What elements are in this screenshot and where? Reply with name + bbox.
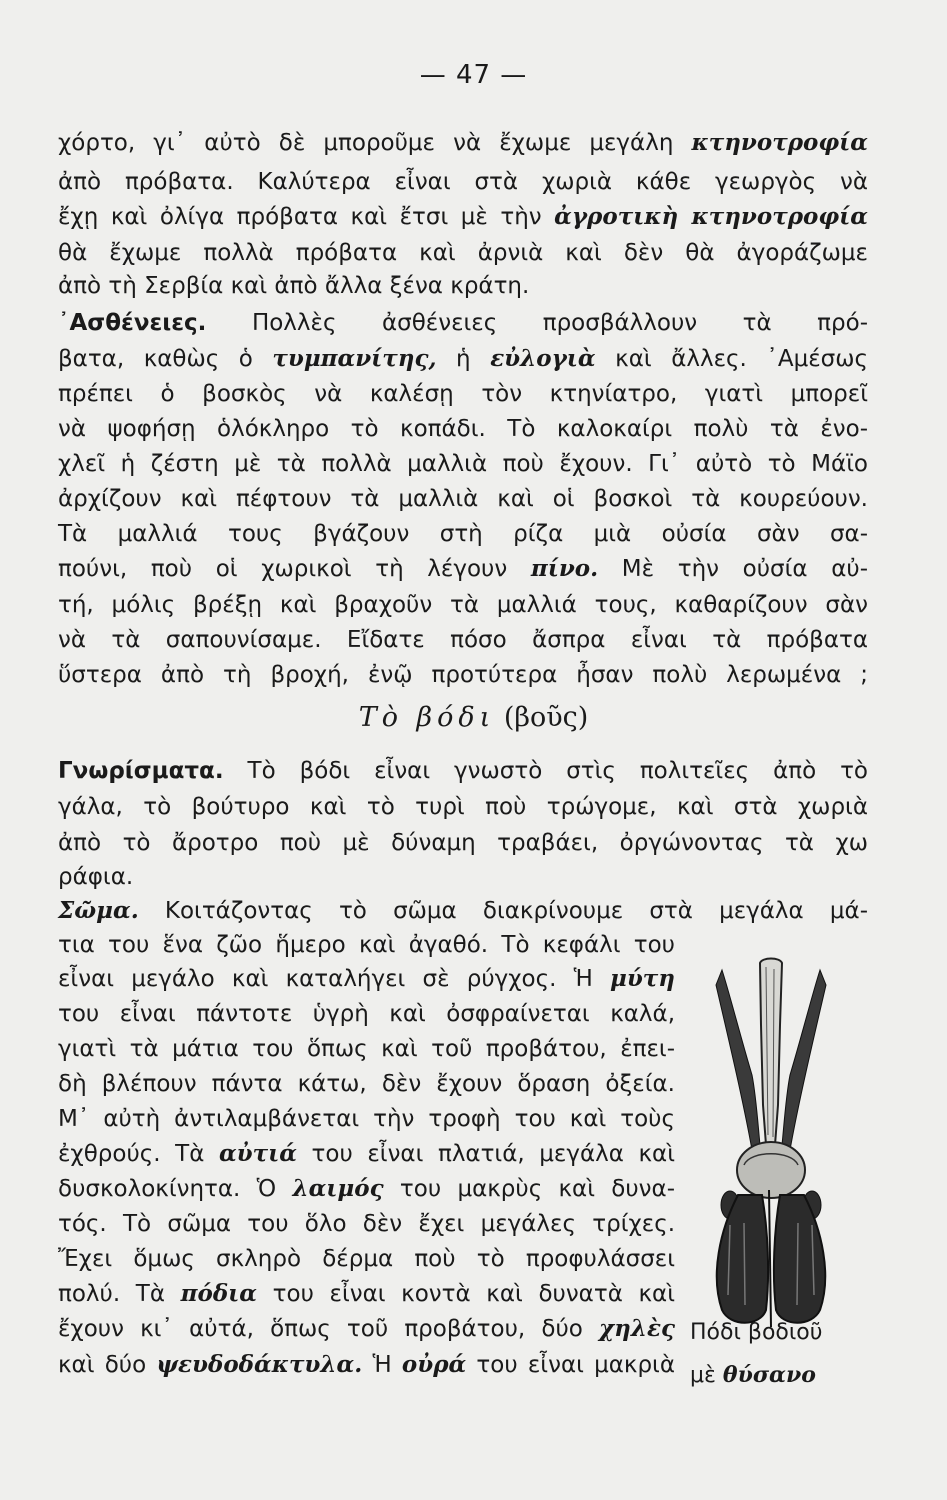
- text-run: πολύ. Τὰ: [58, 1281, 181, 1307]
- text-run: χλεῖ ἡ ζέστη μὲ τὰ πολλὰ μαλλιὰ ποὺ ἔχουν. Γι᾿ αὐτὸ τὸ Μάϊο: [58, 451, 868, 477]
- text-line: [58, 861, 818, 893]
- text-run: τή, μόλις βρέξῃ καὶ βραχοῦν τὰ μαλλιά τους, καθαρίζουν σὰν: [58, 592, 868, 618]
- text-run: του εἶναι πλατιά, μεγάλα καὶ: [296, 1141, 675, 1167]
- text-run: Τὰ μαλλιά τους βγάζουν στὴ ρίζα μιὰ οὐσία σὰν σα-: [58, 521, 868, 547]
- text-line: [58, 1138, 675, 1170]
- text-run: του εἶναι πάντοτε ὑγρὴ καὶ ὀσφραίνεται καλά,: [58, 1001, 675, 1027]
- emphasized-term: λαιμός: [292, 1175, 384, 1202]
- emphasized-term: ψευδοδάκτυλα.: [156, 1351, 363, 1378]
- text-run: του εἶναι κοντὰ καὶ δυνατὰ καὶ: [257, 1281, 675, 1307]
- text-run: γάλα, τὸ βούτυρο καὶ τὸ τυρὶ ποὺ τρώγομε, καὶ στὰ χωριὰ: [58, 794, 868, 820]
- text-line: [58, 553, 868, 585]
- emphasized-term: ἀγροτικὴ κτηνοτροφία: [554, 203, 868, 230]
- text-run: Μὲ τὴν οὐσία αὐ-: [598, 556, 868, 582]
- text-line: [58, 1349, 675, 1381]
- text-run: ἀρχίζουν καὶ πέφτουν τὰ μαλλιὰ καὶ οἱ βοσκοὶ τὰ κουρεύουν.: [58, 486, 868, 512]
- text-run: Ἡ: [362, 1352, 402, 1378]
- text-line: [58, 378, 868, 410]
- section-heading: [0, 702, 947, 733]
- text-line: [58, 343, 868, 375]
- text-run: πρέπει ὁ βοσκὸς νὰ καλέσῃ τὸν κτηνίατρο, γιατὶ μπορεῖ: [58, 381, 868, 407]
- text-line: [58, 413, 868, 445]
- emphasized-term: Γνωρίσματα.: [58, 758, 224, 784]
- figure-caption-line2: [690, 1359, 860, 1392]
- text-run: δὴ βλέπουν πάντα κάτω, δὲν ἔχουν ὅραση ὀξεία.: [58, 1071, 675, 1097]
- text-run: νὰ ψοφήσῃ ὁλόκληρο τὸ κοπάδι. Τὸ καλοκαίρι πολὺ τὰ ἐνο-: [58, 416, 868, 442]
- page-number: — 47 —: [419, 60, 528, 90]
- text-line: [58, 270, 818, 302]
- emphasized-term: πόδια: [180, 1280, 258, 1307]
- emphasized-term: Σῶμα.: [58, 897, 139, 924]
- emphasized-term: χηλὲς: [599, 1315, 675, 1342]
- text-run: χόρτο, γι᾿ αὐτὸ δὲ μποροῦμε νὰ ἔχωμε μεγάλη: [58, 130, 692, 156]
- text-line: [58, 1103, 675, 1135]
- text-run: καὶ ἄλλες. ᾿Αμέσως: [595, 346, 868, 372]
- text-run: Ἔχει ὅμως σκληρὸ δέρμα ποὺ τὸ προφυλάσσει: [58, 1246, 675, 1272]
- text-run: Κοιτάζοντας τὸ σῶμα διακρίνουμε στὰ μεγάλα μά-: [138, 898, 868, 924]
- text-run: του μακρὺς καὶ δυνα-: [383, 1176, 675, 1202]
- text-run: ἀπὸ τὴ Σερβία καὶ ἀπὸ ἄλλα ξένα κράτη.: [58, 273, 530, 299]
- text-line: [58, 1033, 675, 1065]
- text-line: [58, 827, 868, 859]
- emphasized-term: τυμπανίτης,: [272, 345, 437, 372]
- text-line: [58, 307, 868, 339]
- text-run: ἡ: [436, 346, 491, 372]
- text-run: Μ᾿ αὐτὴ ἀντιλαμβάνεται τὴν τροφὴ του καὶ τοὺς: [58, 1106, 675, 1132]
- ox-foot-illustration: [700, 955, 870, 1330]
- emphasized-term: αὐτιά: [218, 1140, 297, 1167]
- text-run: νὰ τὰ σαπουνίσαμε. Εἴδατε πόσο ἄσπρα εἶναι τὰ πρόβατα: [58, 627, 868, 653]
- text-line: [58, 1068, 675, 1100]
- emphasized-term: ᾿Ασθένειες.: [58, 310, 207, 336]
- text-line: [58, 895, 868, 927]
- text-run: ἔχουν κι᾿ αὐτά, ὅπως τοῦ προβάτου, δύο: [58, 1316, 600, 1342]
- text-run: τια του ἕνα ζῶο ἥμερο καὶ ἀγαθό. Τὸ κεφάλι του: [58, 932, 675, 958]
- text-line: [58, 1278, 675, 1310]
- text-line: [58, 1243, 675, 1275]
- text-run: πούνι, ποὺ οἱ χωρικοὶ τὴ λέγουν: [58, 556, 531, 582]
- emphasized-term: μύτη: [610, 965, 675, 992]
- text-run: τός. Τὸ σῶμα του ὅλο δὲν ἔχει μεγάλες τρίχες.: [58, 1211, 675, 1237]
- emphasized-term: οὐρά: [401, 1351, 467, 1378]
- text-line: [58, 755, 868, 787]
- text-line: [58, 1313, 675, 1345]
- text-line: [58, 791, 868, 823]
- text-run: ἐχθρούς. Τὰ: [58, 1141, 219, 1167]
- text-line: [58, 201, 868, 233]
- text-line: [58, 1208, 675, 1240]
- text-run: του εἶναι μακριὰ: [466, 1352, 676, 1378]
- emphasized-term: κτηνοτροφία: [691, 129, 868, 156]
- caption-emphasis: θύσανο: [722, 1362, 816, 1388]
- text-line: [58, 483, 868, 515]
- text-line: [58, 624, 868, 656]
- text-line: [58, 237, 868, 269]
- text-run: ὕστερα ἀπὸ τὴ βροχή, ἐνῷ προτύτερα ἦσαν πολὺ λερωμένα ;: [58, 662, 868, 688]
- text-run: καὶ δύο: [58, 1352, 157, 1378]
- text-run: γιατὶ τὰ μάτια του ὅπως καὶ τοῦ προβάτου, ἐπει-: [58, 1036, 675, 1062]
- text-line: [58, 166, 868, 198]
- heading-title: Τὸ βόδι: [358, 702, 496, 733]
- text-run: ἀπὸ τὸ ἄροτρο ποὺ μὲ δύναμη τραβάει, ὀργώνοντας τὰ χω: [58, 830, 868, 856]
- text-line: [58, 963, 675, 995]
- text-run: Πολλὲς ἀσθένειες προσβάλλουν τὰ πρό-: [206, 310, 868, 336]
- figure-caption-line1: Πόδι βοδιοῦ: [690, 1320, 823, 1345]
- text-line: [58, 929, 675, 961]
- text-run: βατα, καθὼς ὁ: [58, 346, 273, 372]
- text-run: ράφια.: [58, 864, 134, 890]
- text-run: θὰ ἔχωμε πολλὰ πρόβατα καὶ ἀρνιὰ καὶ δὲν θὰ ἀγοράζωμε: [58, 240, 868, 266]
- text-run: δυσκολοκίνητα. Ὁ: [58, 1176, 293, 1202]
- text-line: [58, 659, 868, 691]
- text-run: ἔχῃ καὶ ὀλίγα πρόβατα καὶ ἔτσι μὲ τὴν: [58, 204, 555, 230]
- text-run: ἀπὸ πρόβατα. Καλύτερα εἶναι στὰ χωριὰ κάθε γεωργὸς νὰ: [58, 169, 868, 195]
- heading-subtitle: (βοῦς): [503, 702, 589, 733]
- emphasized-term: πίνο.: [530, 555, 599, 582]
- text-line: [58, 448, 868, 480]
- text-line: [58, 518, 868, 550]
- text-line: [58, 127, 868, 159]
- text-line: [58, 589, 868, 621]
- caption-prefix: μὲ: [690, 1363, 723, 1388]
- text-line: [58, 1173, 675, 1205]
- text-run: εἶναι μεγάλο καὶ καταλήγει σὲ ρύγχος. Ἡ: [58, 966, 610, 992]
- text-run: Τὸ βόδι εἶναι γνωστὸ στὶς πολιτεῖες ἀπὸ τὸ: [223, 758, 868, 784]
- emphasized-term: εὐλογιὰ: [490, 345, 596, 372]
- text-line: [58, 998, 675, 1030]
